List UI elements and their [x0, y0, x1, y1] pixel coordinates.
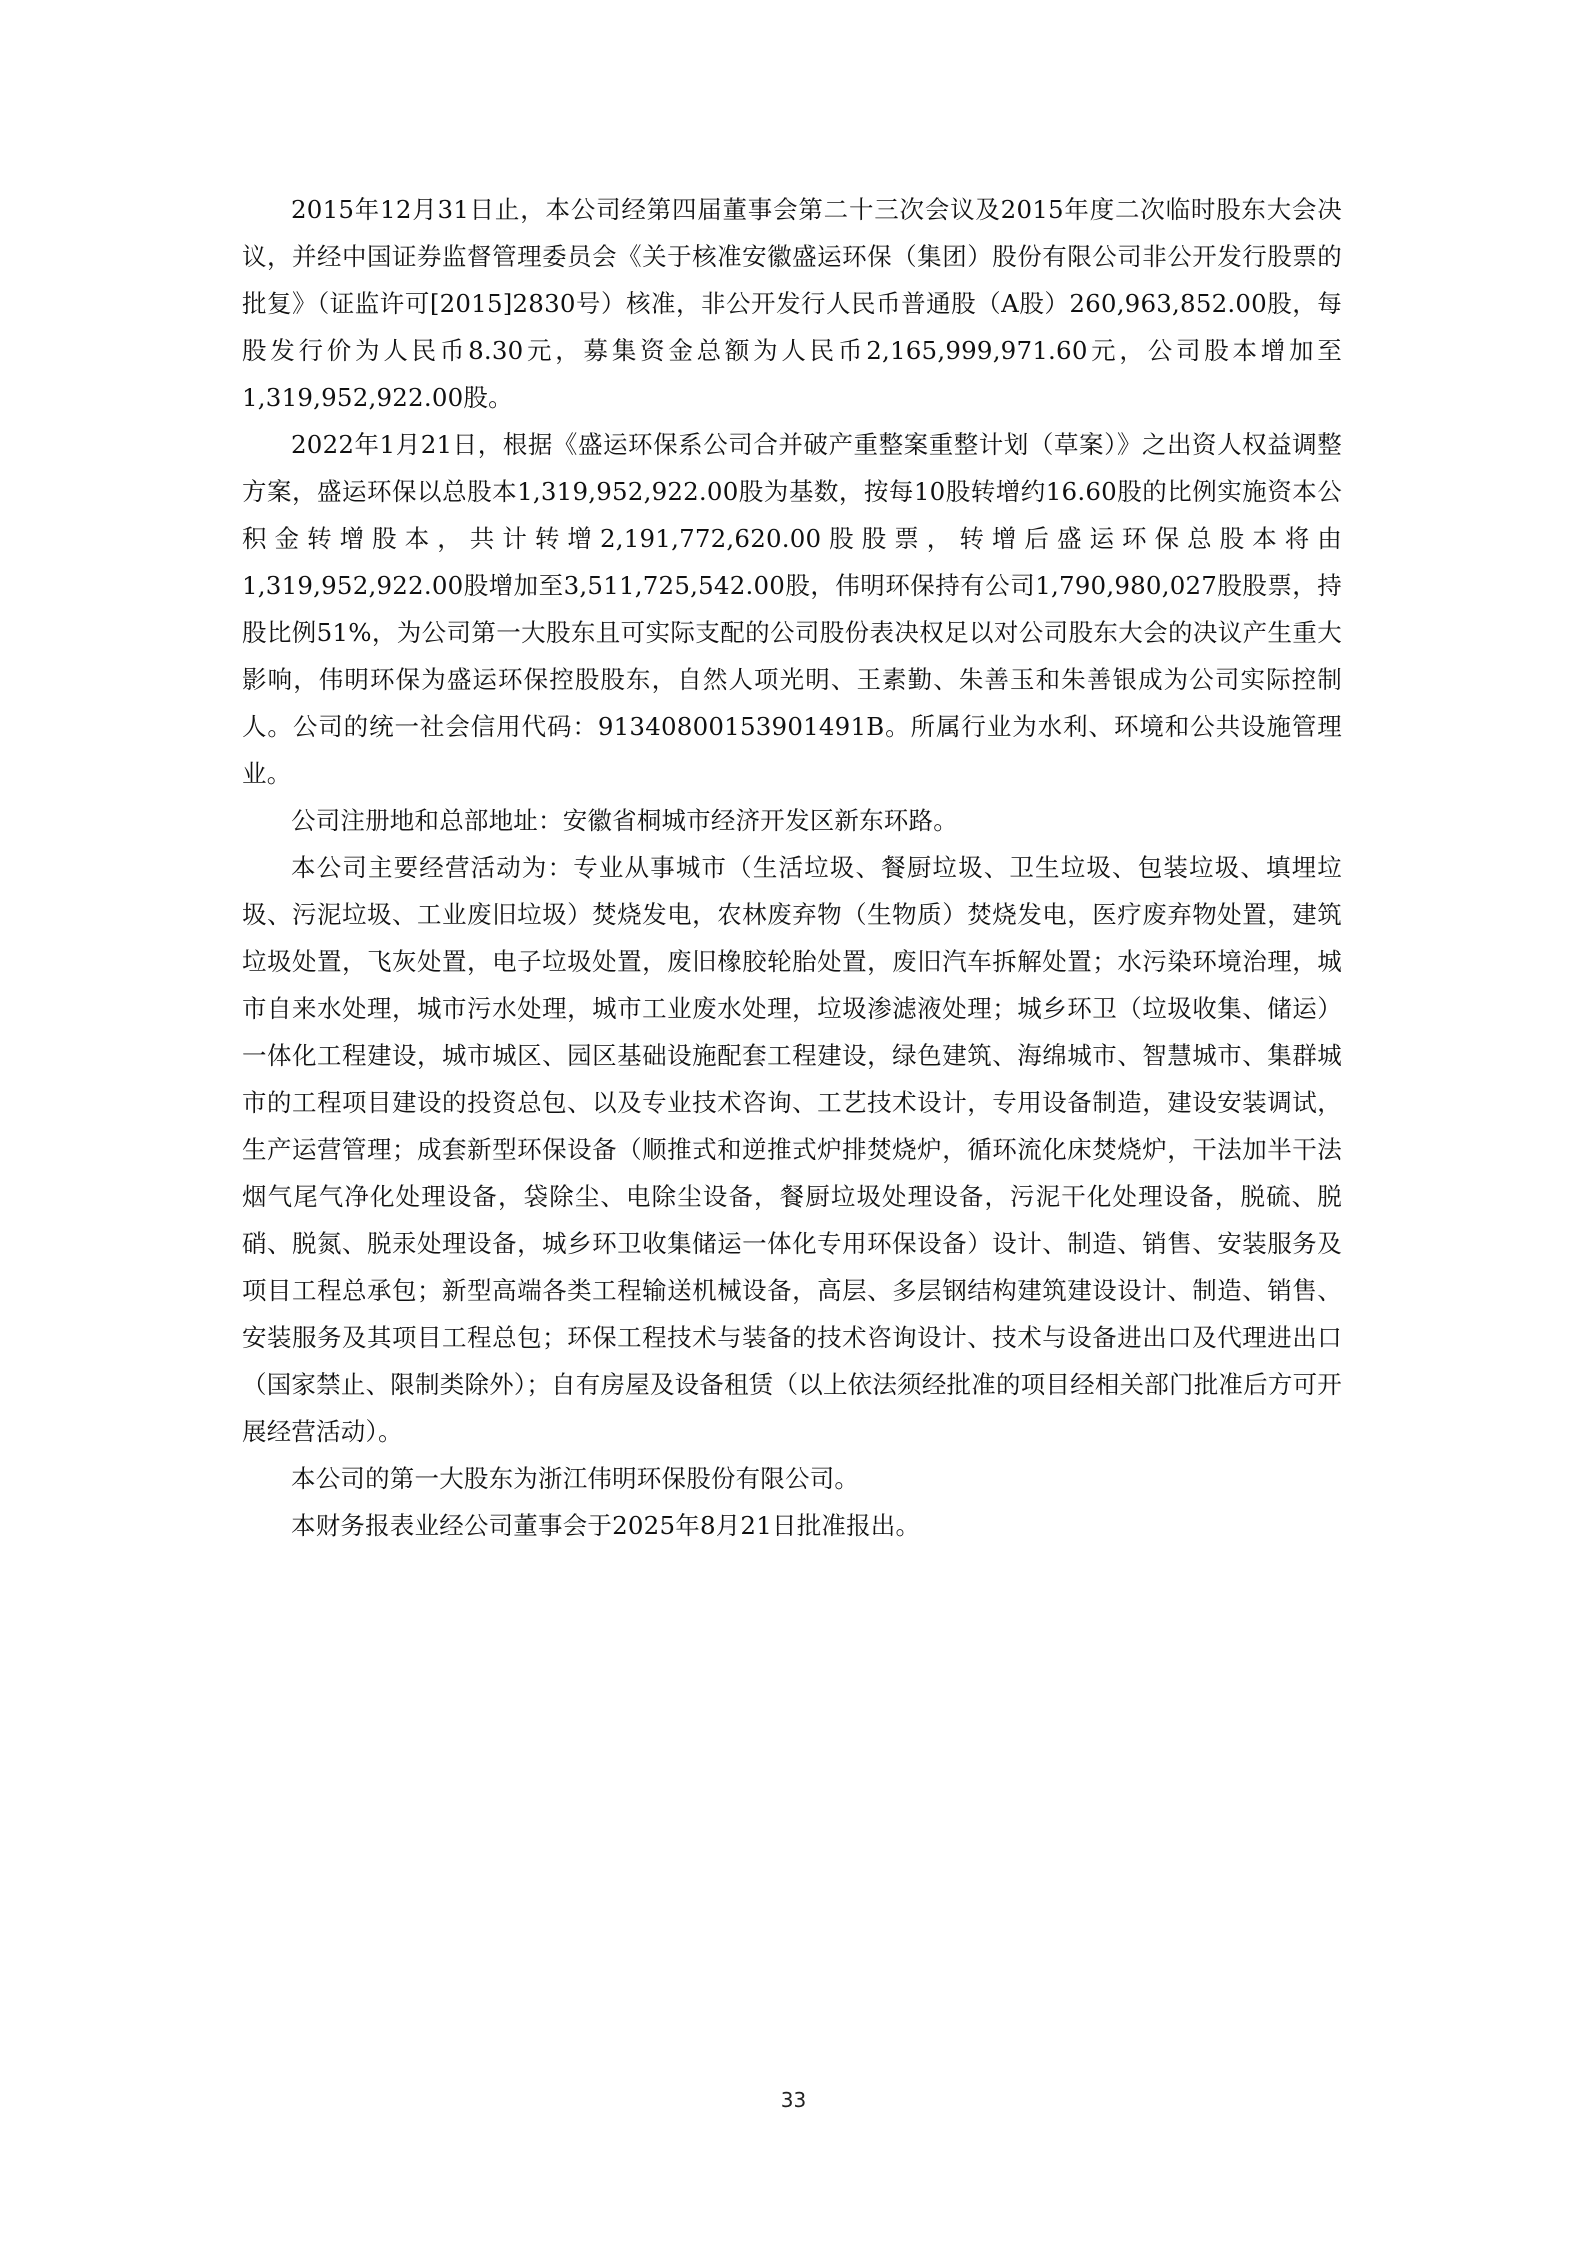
paragraph-restructuring: 2022年1月21日，根据《盛运环保系公司合并破产重整案重整计划（草案）》之出资人权益调整方案，盛运环保以总股本1,319,952,922.00股为基数，按每10股转增约16.60股的比例实施资本公积金转增股本，共计转增2,191,772,620.00股股票，转增后盛运环保总股本将由1,319,952,922.00股增加至3,511,725,542.00股，伟明环保持有公司1,790,980,027股股票，持股比例51%，为公司第一大股东且可实际支配的公司股份表决权足以对公司股东大会的决议产生重大影响，伟明环保为盛运环保控股股东，自然人项光明、王素勤、朱善玉和朱善银成为公司实际控制人。公司的统一社会信用代码：91340800153901491B。所属行业为水利、环境和公共设施管理业。 [242, 430, 1342, 788]
paragraph-share-issuance: 2015年12月31日止，本公司经第四届董事会第二十三次会议及2015年度二次临时股东大会决议，并经中国证券监督管理委员会《关于核准安徽盛运环保（集团）股份有限公司非公开发行股票的批复》（证监许可[2015]2830号）核准，非公开发行人民币普通股（A股）260,963,852.00股，每股发行价为人民币8.30元，募集资金总额为人民币2,165,999,971.60元，公司股本增加至1,319,952,922.00股。 [242, 195, 1342, 412]
paragraph-approval: 本财务报表业经公司董事会于2025年8月21日批准报出。 [291, 1511, 921, 1540]
paragraph-major-shareholder: 本公司的第一大股东为浙江伟明环保股份有限公司。 [291, 1464, 860, 1493]
document-body [242, 186, 1342, 1549]
paragraph-business-scope: 本公司主要经营活动为：专业从事城市（生活垃圾、餐厨垃圾、卫生垃圾、包装垃圾、填埋垃圾、污泥垃圾、工业废旧垃圾）焚烧发电，农林废弃物（生物质）焚烧发电，医疗废弃物处置，建筑垃圾处置，飞灰处置，电子垃圾处置，废旧橡胶轮胎处置，废旧汽车拆解处置；水污染环境治理，城市自来水处理，城市污水处理，城市工业废水处理，垃圾渗滤液处理；城乡环卫（垃圾收集、储运）一体化工程建设，城市城区、园区基础设施配套工程建设，绿色建筑、海绵城市、智慧城市、集群城市的工程项目建设的投资总包、以及专业技术咨询、工艺技术设计，专用设备制造，建设安装调试，生产运营管理；成套新型环保设备（顺推式和逆推式炉排焚烧炉，循环流化床焚烧炉，干法加半干法烟气尾气净化处理设备，袋除尘、电除尘设备，餐厨垃圾处理设备，污泥干化处理设备，脱硫、脱硝、脱氮、脱汞处理设备，城乡环卫收集储运一体化专用环保设备）设计、制造、销售、安装服务及项目工程总承包；新型高端各类工程输送机械设备，高层、多层钢结构建筑建设设计、制造、销售、安装服务及其项目工程总包；环保工程技术与装备的技术咨询设计、技术与设备进出口及代理进出口（国家禁止、限制类除外）；自有房屋及设备租赁（以上依法须经批准的项目经相关部门批准后方可开展经营活动）。 [242, 853, 1342, 1446]
page-number: 33 [780, 2088, 807, 2112]
paragraph-registered-address: 公司注册地和总部地址：安徽省桐城市经济开发区新东环路。 [291, 806, 958, 835]
